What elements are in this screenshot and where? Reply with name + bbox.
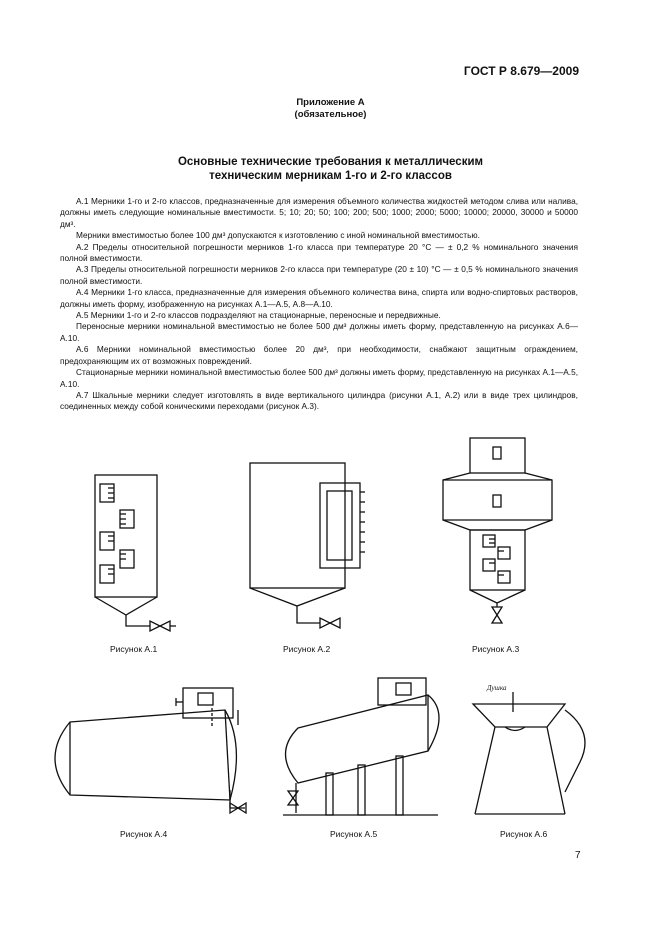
paragraph: А.5 Мерники 1-го и 2-го классов подразделяют на стационарные, переносные и передвижные. [76,310,441,321]
paragraph: Стационарные мерники номинальной вместимостью более 500 дм³ должны иметь форму, представленную на рисунках А.1—А.5, А.10. [60,367,578,389]
figure-a5-drawing [278,673,448,821]
paragraph: Мерники вместимостью более 100 дм³ допускаются к изготовлению с иной номинальной вместимостью. [76,230,480,241]
figure-a5-caption: Рисунок А.5 [330,829,378,839]
paragraph: Переносные мерники номинальной вместимостью не более 500 дм³ должны иметь форму, представленную на рисунках А.6—А.10. [60,321,578,343]
paragraph: А.4 Мерники 1-го класса, предназначенные для измерения объемного количества вина, спирта или водно-спиртовых растворов, должны иметь форму, изображенную на рисунках А.1—А.5, А.8—А.10. [60,287,578,309]
figure-a6-drawing [465,682,590,822]
appendix-title: Приложение А [296,97,365,108]
section-title-line2: техническим мерникам 1-го и 2-го классов [209,170,452,182]
paragraph: А.7 Шкальные мерники следует изготовлять в виде вертикального цилиндра (рисунки А.1, А.2) или в виде трех цилиндров, соединенных между собой коническими переходами (рисунок А.3). [60,389,578,412]
section-title [0,155,661,183]
document-standard-header: ГОСТ Р 8.679—2009 [463,64,579,78]
body-text [60,196,578,413]
figure-a6-label: Душка [487,684,507,692]
figure-a2-caption: Рисунок А.2 [283,644,331,654]
figure-a6-caption: Рисунок А.6 [500,829,548,839]
figure-a4-caption: Рисунок А.4 [120,829,168,839]
paragraph: А.3 Пределы относительной погрешности мерников 2-го класса при температуре (20 ± 10) °С — ± 0,5 % номинального значения полной вместимости. [60,264,578,286]
paragraph: А.6 Мерники номинальной вместимостью более 20 дм³, при необходимости, снабжают защитным ограждением, предохраняющим их от возможных повреждений. [60,344,578,366]
figure-a1-caption: Рисунок А.1 [110,644,158,654]
appendix-heading [0,97,661,121]
paragraph: А.2 Пределы относительной погрешности мерников 1-го класса при температуре 20 °С — ± 0,2 % номинального значения полной вместимости. [60,241,578,264]
figure-a3-drawing [440,435,555,630]
figure-a4-drawing [40,680,255,820]
section-title-line1: Основные технические требования к металлическим [177,156,484,168]
page-number: 7 [575,850,581,861]
paragraph: А.1 Мерники 1-го и 2-го классов, предназначенные для измерения объемного количества жидкостей методом слива или налива, должны иметь следующие номинальные вместимости. 5; 10; 20; 50; 100; 200; 500; 1000; 2000; 5000; 10000; 20000, 30000 и 50000 дм³. [60,196,578,229]
figure-a3-caption: Рисунок А.3 [472,644,520,654]
appendix-status: (обязательное) [294,109,367,120]
figure-a1-drawing [90,470,180,635]
figure-a2-drawing [245,458,370,633]
